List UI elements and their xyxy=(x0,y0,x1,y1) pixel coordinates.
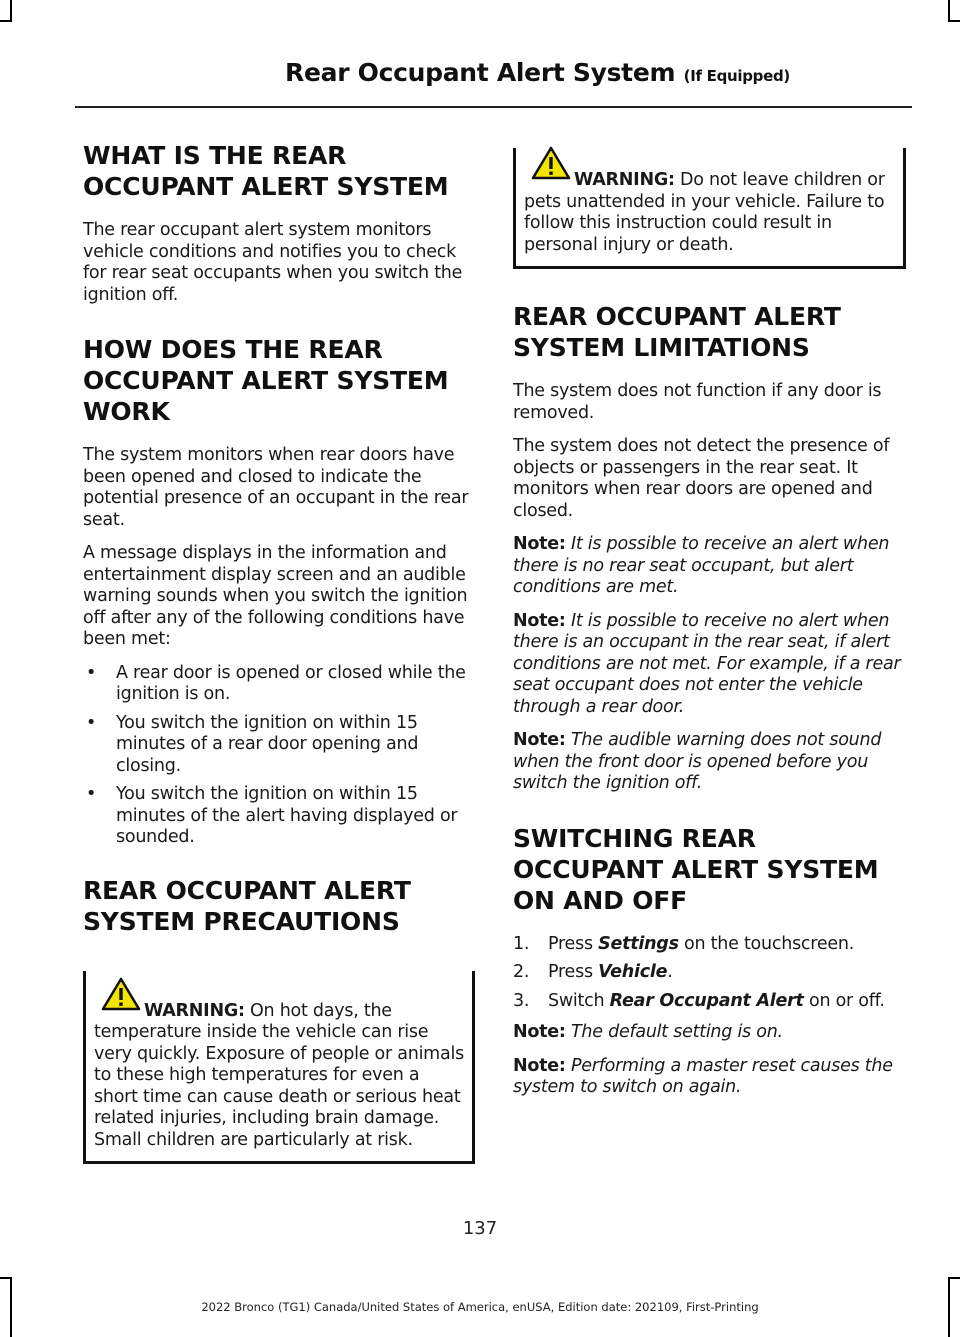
list-item xyxy=(83,663,475,706)
note xyxy=(513,611,906,719)
right-column xyxy=(513,148,906,1111)
warning-triangle-icon xyxy=(531,146,571,180)
step-emphasis: Rear Occupant Alert xyxy=(609,990,804,1011)
section-heading-what-is: WHAT IS THE REAR OCCUPANT ALERT SYSTEM xyxy=(83,141,449,201)
note xyxy=(513,730,906,795)
note-text: The default setting is on. xyxy=(565,1022,783,1042)
warning-box xyxy=(513,148,906,269)
page-header-title xyxy=(285,58,790,87)
step-text: Press xyxy=(548,962,599,982)
crop-mark xyxy=(948,20,960,22)
note-text: It is possible to receive no alert when there is an occupant in the rear seat, if alert conditions are not met. For example, if a rear seat occupant does not enter the vehicle through a rear door. xyxy=(513,610,901,717)
step-number: 2. xyxy=(513,962,530,982)
step-number: 1. xyxy=(513,933,530,954)
list-item xyxy=(83,713,475,778)
warning-box xyxy=(83,971,475,1165)
paragraph: The system does not detect the presence of objects or passengers in the rear seat. It monitors when rear doors are opened and closed. xyxy=(513,436,890,521)
crop-mark xyxy=(0,20,12,22)
note-label: Note: xyxy=(513,730,566,750)
crop-mark xyxy=(948,1277,960,1279)
note xyxy=(513,1022,906,1044)
step-text: on or off. xyxy=(803,990,885,1011)
warning-triangle-icon xyxy=(101,977,141,1011)
note-label: Note: xyxy=(513,610,566,631)
step-emphasis: Vehicle xyxy=(598,962,668,982)
header-rule xyxy=(75,106,912,108)
warning-text xyxy=(524,170,895,256)
header-title-text: Rear Occupant Alert System xyxy=(285,58,676,87)
section-heading-switching: SWITCHING REAR OCCUPANT ALERT SYSTEM ON AND OFF xyxy=(513,823,879,915)
list-item xyxy=(83,784,475,849)
warning-text xyxy=(94,1001,464,1152)
note-text: It is possible to receive an alert when there is no rear seat occupant, but alert conditions are met. xyxy=(513,534,890,597)
page-number: 137 xyxy=(462,1218,498,1239)
step-emphasis: Settings xyxy=(598,933,679,954)
crop-mark xyxy=(0,1277,12,1279)
bullet: • xyxy=(86,784,97,804)
paragraph: The rear occupant alert system monitors vehicle conditions and notifies you to check for rear seat occupants when you switch the ignition off. xyxy=(83,220,463,305)
footer-text: 2022 Bronco (TG1) Canada/United States of America, enUSA, Edition date: 202109, First-Printing xyxy=(201,1300,759,1314)
step-text: . xyxy=(667,962,673,982)
section-heading-precautions: REAR OCCUPANT ALERT SYSTEM PRECAUTIONS xyxy=(83,875,411,936)
step-text: Switch xyxy=(548,990,610,1011)
section-heading-limitations: REAR OCCUPANT ALERT SYSTEM LIMITATIONS xyxy=(513,302,841,362)
list-item-text: A rear door is opened or closed while the ignition is on. xyxy=(116,662,466,704)
step-number: 3. xyxy=(513,990,530,1011)
step-item xyxy=(513,934,906,956)
bullet: • xyxy=(86,712,97,733)
step-text: on the touchscreen. xyxy=(678,933,855,954)
warning-label: WARNING: xyxy=(144,1000,245,1021)
list-item-text: You switch the ignition on within 15 minutes of a rear door opening and closing. xyxy=(116,712,419,776)
warning-label: WARNING: xyxy=(574,170,675,190)
note-text: Performing a master reset causes the system to switch on again. xyxy=(513,1055,893,1097)
section-heading-how-does: HOW DOES THE REAR OCCUPANT ALERT SYSTEM WORK xyxy=(83,335,449,426)
step-text: Press xyxy=(548,933,599,954)
paragraph: The system monitors when rear doors have been opened and closed to indicate the potential presence of an occupant in the rear seat. xyxy=(83,445,469,530)
note xyxy=(513,534,906,599)
note-label: Note: xyxy=(513,534,566,554)
paragraph: The system does not function if any door is removed. xyxy=(513,381,882,423)
warning-body: Do not leave children or pets unattended in your vehicle. Failure to follow this instruction could result in personal injury or death. xyxy=(524,170,885,255)
step-item xyxy=(513,991,906,1013)
note-text: The audible warning does not sound when the front door is opened before you switch the ignition off. xyxy=(513,730,882,793)
note-label: Note: xyxy=(513,1022,566,1042)
left-column xyxy=(83,140,475,1196)
conditions-list xyxy=(83,663,475,849)
step-item xyxy=(513,962,906,984)
paragraph: A message displays in the information and entertainment display screen and an audible warning sounds when you switch the ignition off after any of the following conditions have been met: xyxy=(83,543,468,649)
note-label: Note: xyxy=(513,1055,566,1076)
steps-list xyxy=(513,934,906,1013)
crop-mark xyxy=(948,0,950,20)
warning-body: On hot days, the temperature inside the vehicle can rise very quickly. Exposure of people or animals to these high temperatures for even a short time can cause death or serious heat related injuries, including brain damage. Small children are particularly at risk. xyxy=(94,1000,464,1150)
list-item-text: You switch the ignition on within 15 minutes of the alert having displayed or sounded. xyxy=(116,784,458,847)
crop-mark xyxy=(10,0,12,20)
note xyxy=(513,1056,906,1099)
bullet: • xyxy=(86,662,97,683)
header-subtitle: (If Equipped) xyxy=(683,67,790,85)
